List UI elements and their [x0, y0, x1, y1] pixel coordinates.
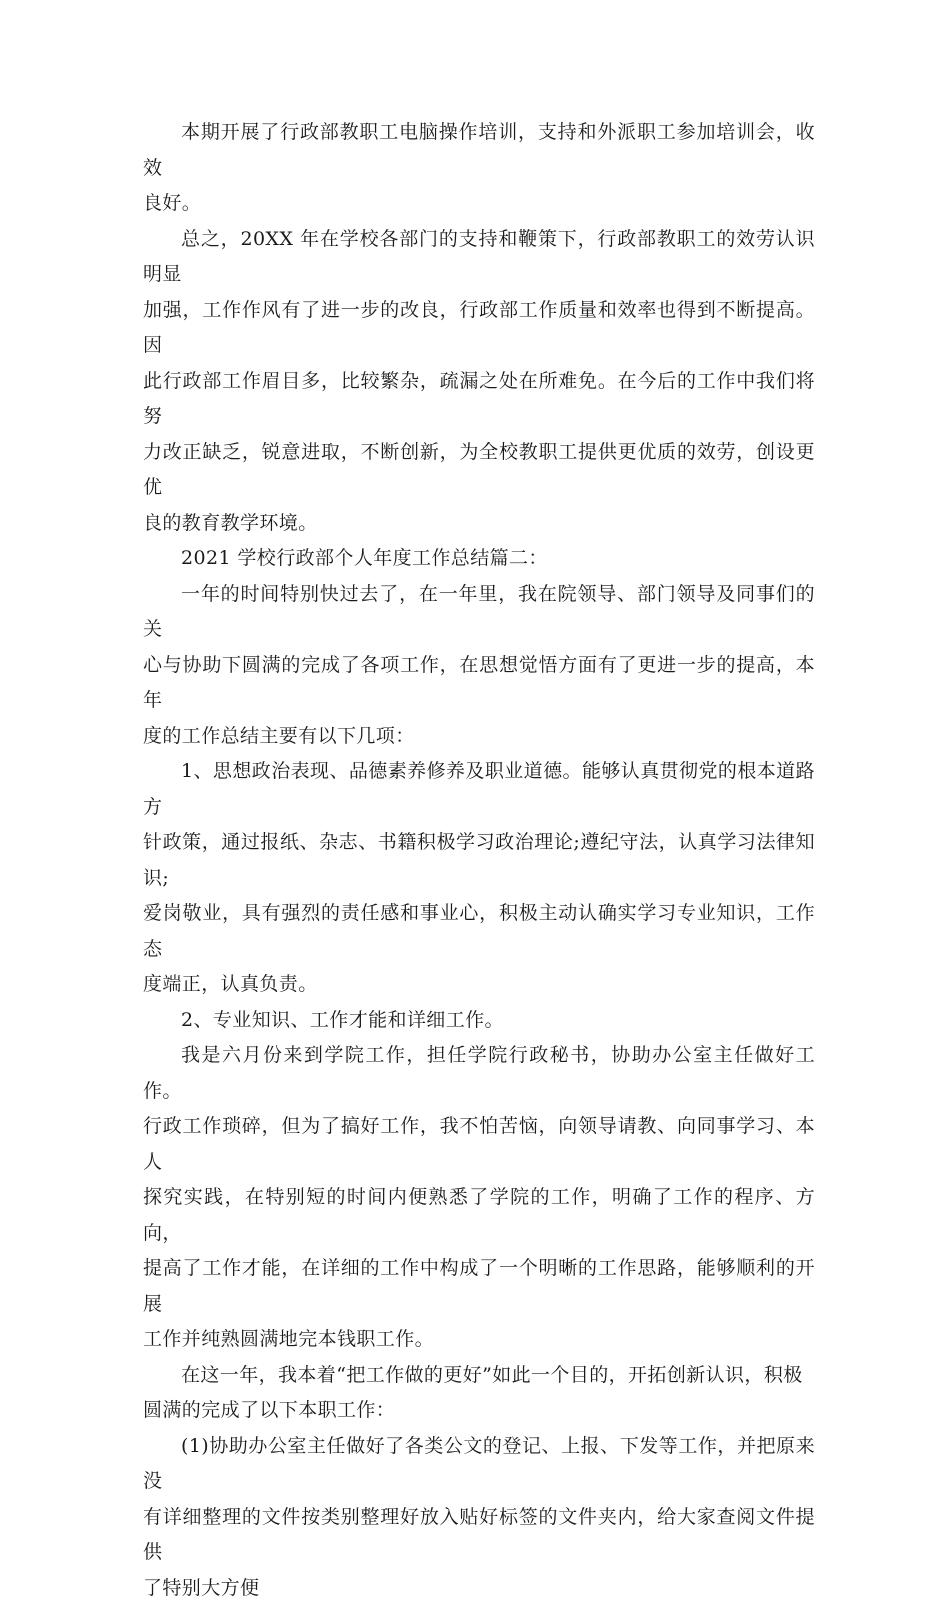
paragraph-summary: 总之，20XX 年在学校各部门的支持和鞭策下，行政部教职工的效劳认识明显 加强，工作作风有了进一步的改良，行政部工作质量和效率也得到不断提高。因 此行政部工作眉目多，比较繁杂，疏漏之处在所难免。在今后的工作中我们将努 力改正缺乏，锐意进取，不断创新，为全校教职工提供更优质的效劳，创设更优 良的教育教学环境。: [143, 222, 815, 542]
section-heading: 2021 学校行政部个人年度工作总结篇二：: [143, 541, 815, 577]
paragraph-item-2: 2、专业知识、工作才能和详细工作。: [143, 1003, 815, 1039]
paragraph-duty-1: (1)协助办公室主任做好了各类公文的登记、上报、下发等工作，并把原来没 有详细整理的文件按类别整理好放入贴好标签的文件夹内，给大家查阅文件提供 了特别大方便: [143, 1429, 815, 1606]
paragraph-year-goal: 在这一年，我本着“把工作做的更好”如此一个目的，开拓创新认识，积极 圆满的完成了以下本职工作：: [143, 1358, 815, 1429]
paragraph-intro: 一年的时间特别快过去了，在一年里，我在院领导、部门领导及同事们的关 心与协助下圆满的完成了各项工作，在思想觉悟方面有了更进一步的提高，本年 度的工作总结主要有以下几项：: [143, 577, 815, 755]
document-body: [143, 115, 815, 1606]
paragraph-item-1: 1、思想政治表现、品德素养修养及职业道德。能够认真贯彻党的根本道路方 针政策，通过报纸、杂志、书籍积极学习政治理论;遵纪守法，认真学习法律知识; 爱岗敬业，具有强烈的责任感和事业心，积极主动认确实学习专业知识，工作态 度端正，认真负责。: [143, 754, 815, 1003]
paragraph-training: 本期开展了行政部教职工电脑操作培训，支持和外派职工参加培训会，收效 良好。: [143, 115, 815, 222]
paragraph-work-detail: 我是六月份来到学院工作，担任学院行政秘书，协助办公室主任做好工作。 行政工作琐碎，但为了搞好工作，我不怕苦恼，向领导请教、向同事学习、本人 探究实践，在特别短的时间内便熟悉了学院的工作，明确了工作的程序、方向， 提高了工作才能，在详细的工作中构成了一个明晰的工作思路，能够顺利的开展 工作并纯熟圆满地完本钱职工作。: [143, 1038, 815, 1358]
